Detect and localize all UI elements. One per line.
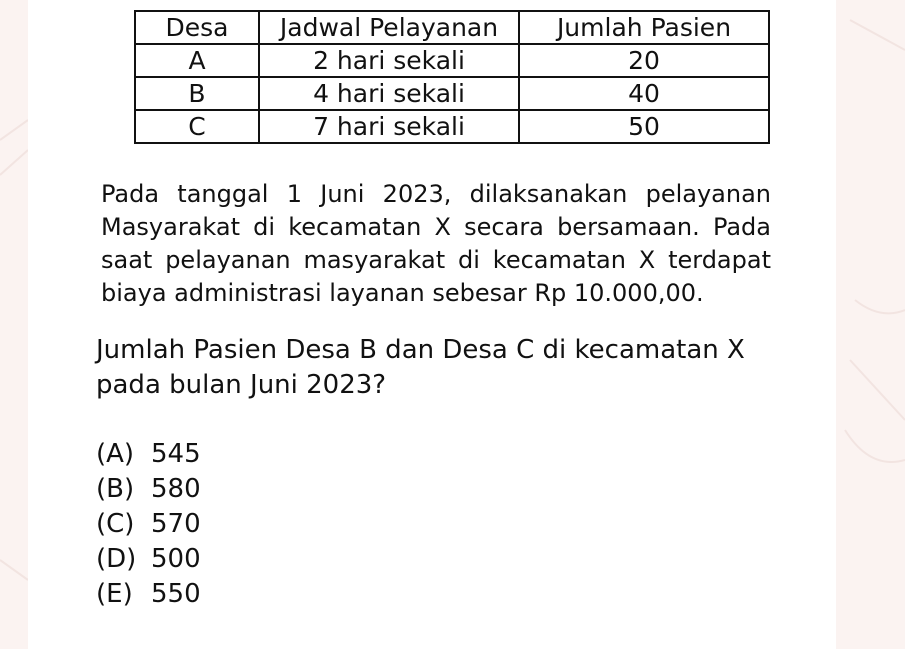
- cell-desa: A: [135, 44, 259, 77]
- context-paragraph: Pada tanggal 1 Juni 2023, dilaksanakan pelayanan Masyarakat di kecamatan X secara bersamaan. Pada saat pelayanan masyarakat di kecamatan X terdapat biaya administrasi layanan sebesar Rp 10.000,00.: [101, 180, 771, 307]
- question-text: Jumlah Pasien Desa B dan Desa C di kecamatan X pada bulan Juni 2023?: [96, 335, 745, 400]
- option-c[interactable]: [96, 507, 201, 542]
- cell-jadwal: 7 hari sekali: [259, 110, 519, 143]
- option-e[interactable]: [96, 577, 201, 612]
- table-row: [135, 77, 769, 110]
- cell-desa: C: [135, 110, 259, 143]
- option-letter: (C): [96, 509, 135, 539]
- header-desa: Desa: [135, 11, 259, 44]
- cell-jumlah: 50: [519, 110, 769, 143]
- option-letter: (B): [96, 474, 135, 504]
- question-card: [28, 0, 836, 649]
- option-a[interactable]: [96, 437, 201, 472]
- option-d[interactable]: [96, 542, 201, 577]
- option-value: 570: [151, 509, 201, 539]
- option-value: 550: [151, 579, 201, 609]
- option-letter: (E): [96, 579, 133, 609]
- cell-jadwal: 4 hari sekali: [259, 77, 519, 110]
- cell-jumlah: 40: [519, 77, 769, 110]
- cell-jadwal: 2 hari sekali: [259, 44, 519, 77]
- option-value: 580: [151, 474, 201, 504]
- option-value: 545: [151, 439, 201, 469]
- answer-options: [96, 437, 201, 612]
- schedule-table: [134, 10, 770, 144]
- table-row: [135, 110, 769, 143]
- header-jumlah-pasien: Jumlah Pasien: [519, 11, 769, 44]
- table-header-row: [135, 11, 769, 44]
- header-jadwal-pelayanan: Jadwal Pelayanan: [259, 11, 519, 44]
- cell-desa: B: [135, 77, 259, 110]
- cell-jumlah: 20: [519, 44, 769, 77]
- table-row: [135, 44, 769, 77]
- option-b[interactable]: [96, 472, 201, 507]
- option-value: 500: [151, 544, 201, 574]
- option-letter: (A): [96, 439, 135, 469]
- option-letter: (D): [96, 544, 137, 574]
